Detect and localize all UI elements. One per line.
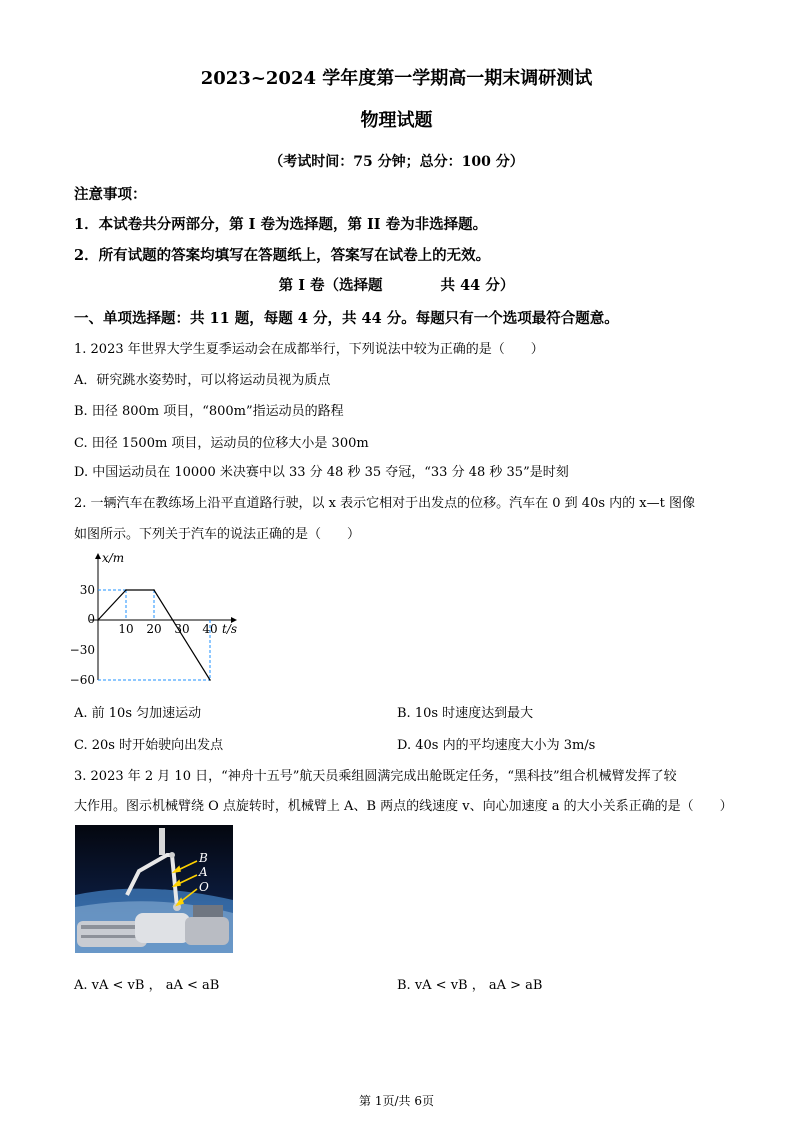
q1-option-b: B. 田径 800m 项目，“800m”指运动员的路程 (74, 404, 344, 419)
x-tick-label: 30 (174, 622, 190, 636)
q3-option-a: A. vA < vB ， aA < aB (74, 978, 220, 993)
x-tick-label: 40 (202, 622, 218, 636)
notice-item-2: 2．所有试题的答案均填写在答题纸上，答案写在试卷上的无效。 (74, 247, 491, 264)
photo-label-b: B (199, 851, 208, 865)
photo-label-o: O (199, 880, 209, 894)
page-number: 第 1页/共 6页 (359, 1094, 434, 1108)
robotic-arm-photo (75, 825, 233, 953)
q1-option-c: C. 田径 1500m 项目，运动员的位移大小是 300m (74, 436, 369, 451)
q2-option-c: C. 20s 时开始驶向出发点 (74, 738, 224, 753)
section-heading: 第 I 卷（选择题 共 44 分） (278, 277, 515, 294)
y-tick-label: 0 (87, 612, 95, 626)
exam-title: 2023~2024 学年度第一学期高一期末调研测试 (200, 68, 593, 89)
notice-heading: 注意事项： (74, 186, 147, 203)
q1-option-a: A．研究跳水姿势时，可以将运动员视为质点 (74, 373, 331, 388)
notice-item-1: 1．本试卷共分两部分，第 I 卷为选择题，第 II 卷为非选择题。 (74, 216, 488, 233)
subject-title: 物理试题 (360, 110, 433, 131)
q1-option-d: D. 中国运动员在 10000 米决赛中以 33 分 48 秒 35 夺冠，“33 分 48 秒 35”是时刻 (74, 465, 569, 480)
q2-stem-line2: 如图所示。下列关于汽车的说法正确的是（ ） (74, 527, 361, 542)
q3-stem-line1: 3. 2023 年 2 月 10 日，“神舟十五号”航天员乘组圆满完成出舱既定任务，“黑科技”组合机械臂发挥了较 (74, 769, 677, 784)
y-tick-label: −30 (70, 643, 95, 657)
x-axis-label: t/s (222, 622, 238, 636)
data-point (125, 589, 127, 591)
photo-label-a: A (199, 865, 208, 879)
q2-option-a: A. 前 10s 匀加速运动 (74, 706, 202, 721)
q2-option-d: D. 40s 内的平均速度大小为 3m/s (397, 738, 596, 753)
xt-graph (70, 548, 250, 693)
q2-option-b: B. 10s 时速度达到最大 (397, 706, 534, 721)
y-axis-label: x/m (102, 551, 125, 565)
data-point (97, 619, 99, 621)
x-tick-label: 20 (146, 622, 162, 636)
q3-stem-line2: 大作用。图示机械臂绕 O 点旋转时，机械臂上 A、B 两点的线速度 v、向心加速度 a 的大小关系正确的是（ ） (74, 799, 733, 814)
x-tick-label: 10 (118, 622, 134, 636)
y-tick-label: −60 (70, 673, 95, 687)
q3-option-b: B. vA < vB ， aA > aB (397, 978, 543, 993)
q2-stem-line1: 2. 一辆汽车在教练场上沿平直道路行驶，以 x 表示它相对于出发点的位移。汽车在 0 到 40s 内的 x—t 图像 (74, 496, 695, 511)
q1-stem: 1. 2023 年世界大学生夏季运动会在成都举行，下列说法中较为正确的是（ ） (74, 342, 544, 357)
section-instruction: 一、单项选择题：共 11 题，每题 4 分，共 44 分。每题只有一个选项最符合题意。 (74, 310, 619, 327)
data-point (209, 679, 211, 681)
y-tick-label: 30 (79, 583, 95, 597)
data-point (153, 589, 155, 591)
exam-info: （考试时间：75 分钟；总分：100 分） (269, 154, 524, 170)
